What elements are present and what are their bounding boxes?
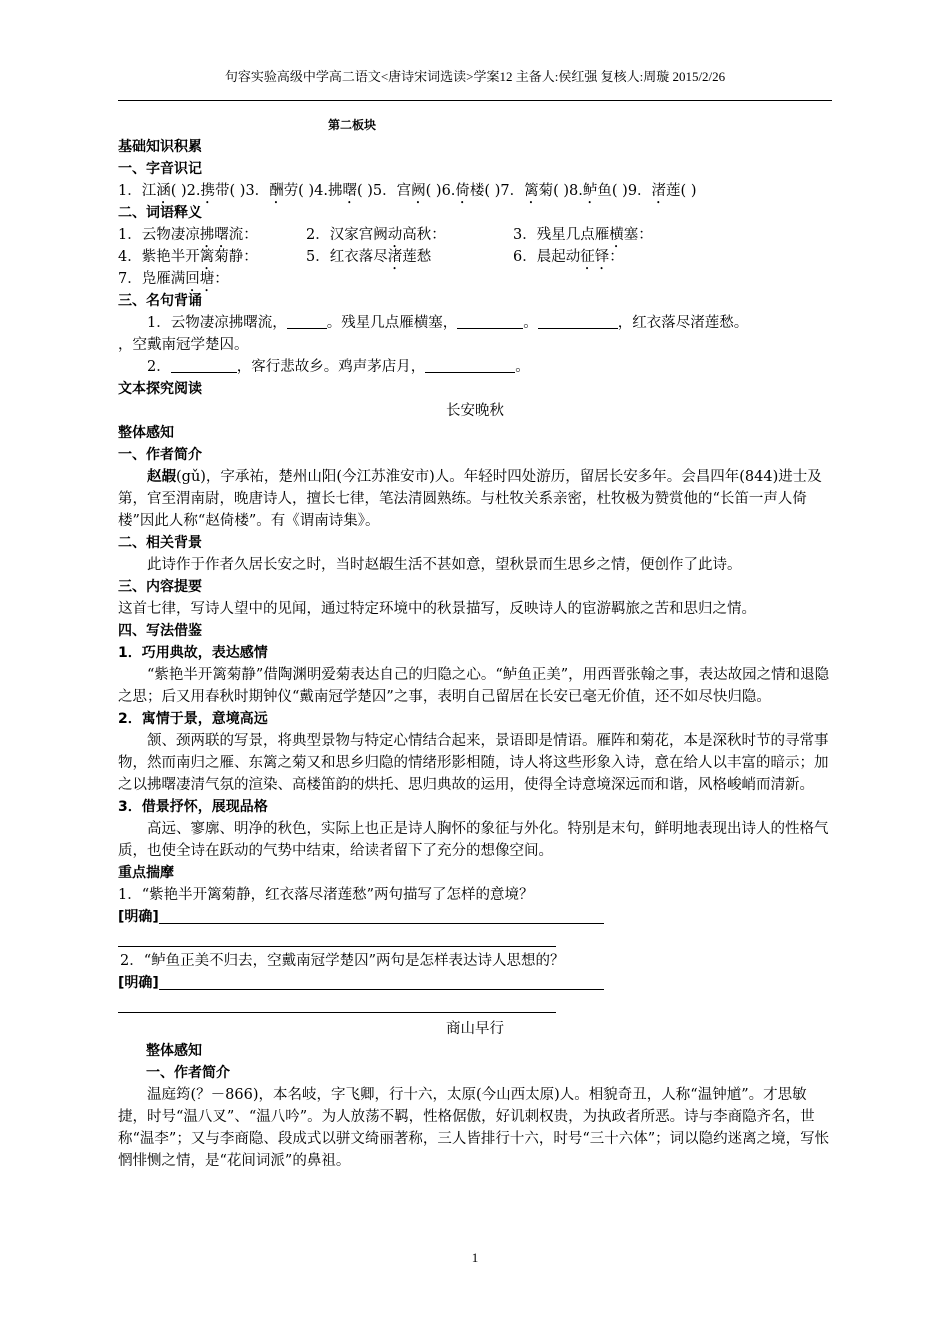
method-2-text: 颔、颈两联的写景，将典型景物与特定心情结合起来，景语即是情语。雁阵和菊花，本是深秋时节的寻常事物，然而南归之雁、东篱之菊又和思乡归隐的情绪形影相随，诗人将这些形象入诗，意在给人以丰富的暗示；加之以拂曙凄清气氛的渲染、高楼笛韵的烘托、思归典故的运用，使得全诗意境深远而和谐，风格峻峭而清新。: [118, 733, 829, 793]
ci-term-dotted-char: 篱: [199, 249, 215, 265]
ci-term-prefix: 6．晨起动: [513, 249, 581, 265]
author-name: 赵嘏: [147, 468, 176, 485]
poem2-author-text: [118, 1084, 832, 1172]
zi-item-suffix: 楼( ): [469, 183, 501, 199]
poem1-author-text: [118, 466, 832, 532]
ming-line-2: [118, 356, 832, 378]
ci-term-dotted-char: 拂曙: [199, 227, 229, 243]
ci-title: 二、词语释义: [118, 205, 202, 221]
fill-blank[interactable]: [538, 314, 618, 329]
zi-item-prefix: 6.: [441, 183, 456, 199]
section-reading-title: 文本探究阅读: [118, 381, 202, 397]
zi-item-dotted-char: 倚: [455, 183, 470, 199]
zi-item: [442, 183, 501, 199]
zi-item-prefix: 3．: [245, 183, 270, 199]
poem1-method-title: 四、写法借鉴: [118, 623, 202, 639]
zi-item: [187, 183, 246, 199]
question-2: 2．“鲈鱼正美不归去，空戴南冠学楚囚”两句是怎样表达诗人思想的？: [120, 953, 565, 969]
header-rule: [118, 100, 832, 101]
ci-term-suffix: 莲愁: [402, 249, 432, 265]
ci-term: [306, 227, 446, 243]
zi-item: [628, 183, 697, 199]
author-name: 温庭筠: [147, 1087, 191, 1103]
ci-term-suffix: 流：: [228, 227, 258, 243]
zi-item-suffix: 莲( ): [666, 183, 697, 199]
ci-row-1: [118, 224, 832, 246]
poem1-whole-title: 整体感知: [118, 425, 174, 441]
zi-item-prefix: 7．: [500, 183, 525, 199]
ming-text: 。: [523, 315, 538, 331]
zi-item-suffix: ( ): [356, 183, 373, 199]
poem1-content-text: 这首七律，写诗人望中的见闻，通过特定环境中的秋景描写，反映诗人的宦游羁旅之苦和思归之情。: [118, 601, 756, 617]
ci-term-dotted-char: 回塘: [185, 271, 215, 287]
method-3-title: 3．借景抒怀，展现品格: [118, 799, 268, 815]
zi-item-prefix: 2.: [186, 183, 201, 199]
ci-term-suffix: ：: [214, 271, 229, 287]
zi-item-dotted-char: 酬: [269, 183, 284, 199]
zi-item: [245, 183, 314, 199]
answer-blank[interactable]: [159, 908, 604, 924]
ci-term-suffix: 塞：: [623, 227, 653, 243]
ci-term: [118, 249, 258, 265]
question-1: 1．“紫艳半开篱菊静，红衣落尽渚莲愁”两句描写了怎样的意境？: [118, 887, 534, 903]
ci-term: [118, 271, 229, 287]
zi-item-dotted-char: 渚: [651, 183, 667, 199]
zi-item: [569, 183, 628, 199]
ci-row-2: [118, 246, 832, 268]
poem2-title: 商山早行: [446, 1021, 504, 1037]
zi-item-prefix: 4.拂: [314, 183, 343, 199]
ming-text: 2．: [147, 359, 171, 375]
method-1-title: 1．巧用典故，表达感情: [118, 645, 268, 661]
zi-item-dotted-char: 携: [200, 183, 216, 199]
poem1-bg-title: 二、相关背景: [118, 535, 202, 551]
ci-term-prefix: 4．紫艳半开: [118, 249, 200, 265]
ci-term-dotted-char: 动: [387, 227, 403, 243]
ming-line-1b: [118, 334, 832, 356]
fill-blank[interactable]: [171, 358, 237, 373]
zi-item: [500, 183, 569, 199]
author-bio: (gǔ)，字承祐，楚州山阳(今江苏淮安市)人。年轻时四处游历，留居长安多年。会昌四年(844)进士及第，官至渭南尉，晚唐诗人，擅长七律，笔法清圆熟练。与杜牧关系亲密，杜牧极为赞赏他的“长笛一声人倚楼”因此人称“赵倚楼”。有《谓南诗集》。: [118, 469, 822, 529]
zi-item-prefix: 8.: [569, 183, 583, 199]
zi-item-dotted-char: 曙: [342, 183, 357, 199]
poem1-content-title: 三、内容提要: [118, 579, 202, 595]
zi-item-dotted-char: 篱: [524, 183, 539, 199]
zi-item-suffix: ( ): [170, 183, 187, 199]
ming-text: 。: [515, 359, 530, 375]
block-title: 第二板块: [328, 118, 377, 132]
zi-item-suffix: 劳( ): [283, 183, 315, 199]
zi-item-suffix: ( ): [425, 183, 442, 199]
page-number: 1: [471, 1250, 479, 1265]
zi-item-suffix: 鱼( ): [597, 183, 628, 199]
ci-term-prefix: 1．云物凄凉: [118, 227, 200, 243]
ming-text: 。残星几点雁横塞，: [326, 315, 458, 331]
zi-item-suffix: 菊( ): [538, 183, 570, 199]
poem1-bg-text: 此诗作于作者久居长安之时，当时赵嘏生活不甚如意，望秋景而生思乡之情，便创作了此诗。: [147, 557, 742, 573]
zi-item: [314, 183, 373, 199]
ming-text: ，客行悲故乡。鸡声茅店月，: [236, 359, 426, 375]
ci-term-dotted-char: 征铎: [580, 249, 610, 265]
ci-item: [306, 246, 513, 273]
page-header: 句容实验高级中学高二语文<唐诗宋词选读>学案12 主备人:侯红强 复核人:周璇 2015/2/26: [224, 69, 726, 84]
answer-blank[interactable]: [159, 974, 604, 990]
ci-term-suffix: 高秋：: [402, 227, 446, 243]
poem1-author-title: 一、作者简介: [118, 447, 202, 463]
zi-item: [373, 183, 442, 199]
zi-item: [118, 183, 187, 199]
zi-items-line: [118, 180, 832, 202]
answer-label: [明确]: [118, 909, 159, 925]
method-3-text: 高远、寥廓、明净的秋色，实际上也正是诗人胸怀的象征与外化。特别是末句，鲜明地表现出诗人的性格气质，也使全诗在跃动的气势中结束，给读者留下了充分的想像空间。: [118, 821, 829, 859]
answer-1-line-2[interactable]: [118, 928, 832, 950]
document-body: [118, 114, 832, 1172]
fill-blank[interactable]: [425, 358, 515, 373]
focus-title: 重点揣摩: [118, 865, 174, 881]
ci-term-suffix: ：: [609, 249, 624, 265]
ci-term: [306, 249, 431, 265]
zi-item-dotted-char: 阙: [411, 183, 426, 199]
method-2-title: 2．寓情于景，意境高远: [118, 711, 268, 727]
ci-term-suffix: 菊静：: [214, 249, 258, 265]
answer-label: [明确]: [118, 975, 159, 991]
poem2-whole-title: 整体感知: [146, 1043, 202, 1059]
fill-blank[interactable]: [457, 314, 523, 329]
method-1-text: “紫艳半开篱菊静”借陶渊明爱菊表达自己的归隐之心。“鲈鱼正美”，用西晋张翰之事，表达故园之情和退隐之思；后又用春秋时期钟仪“戴南冠学楚囚”之事，表明自己留居在长安已毫无价值，还不如尽快归隐。: [118, 667, 830, 705]
ming-text: ，空戴南冠学楚囚。: [118, 337, 249, 353]
zi-item-dotted-char: 鲈: [582, 183, 598, 199]
zi-item-suffix: 带( ): [215, 183, 246, 199]
ci-term-prefix: 7．凫雁满: [118, 271, 186, 287]
zi-item-prefix: 5．宫: [372, 183, 412, 199]
author-bio: (？－866)，本名岐，字飞卿，行十六，太原(今山西太原)人。相貌奇丑，人称“温钟馗”。才思敏捷，时号“温八叉”、“温八吟”。为人放荡不羁，性格倨傲，好讥刺权贵，为执政者所恶。诗与李商隐齐名，世称“温李”；又与李商隐、段成式以骈文绮丽著称，三人皆排行十六，时号“三十六体”；词以隐约迷离之境，写怅惘悱恻之情，是“花间词派”的鼻祖。: [118, 1087, 830, 1169]
ci-term-prefix: 5．红衣落尽: [306, 249, 388, 265]
zi-item-prefix: 9．: [627, 183, 652, 199]
ming-title: 三、名句背诵: [118, 293, 202, 309]
ci-item: [513, 246, 624, 273]
ming-text: 1．云物凄凉拂曙流，: [147, 315, 287, 331]
answer-1-line: [118, 906, 832, 928]
ci-term-prefix: 3．残星几点雁: [513, 227, 610, 243]
poem1-title: 长安晚秋: [446, 403, 504, 419]
ming-text: ，红衣落尽渚莲愁。: [617, 315, 749, 331]
ci-term: [118, 227, 258, 243]
answer-2-line: [118, 972, 832, 994]
answer-2-line-2[interactable]: [118, 994, 832, 1016]
fill-blank[interactable]: [287, 314, 327, 329]
ci-term-prefix: 2．汉家宫阙: [306, 227, 388, 243]
section-basic-title: 基础知识积累: [118, 139, 202, 155]
ci-term: [513, 227, 653, 243]
ci-term-dotted-char: 渚: [387, 249, 403, 265]
ci-term: [513, 249, 624, 265]
zi-item-dotted-char: 涵: [156, 183, 171, 199]
zi-title: 一、字音识记: [118, 161, 202, 177]
ci-term-dotted-char: 横: [609, 227, 624, 243]
zi-item-prefix: 1．江: [118, 183, 157, 199]
poem2-author-title: 一、作者简介: [146, 1065, 230, 1081]
ming-line-1: [118, 312, 832, 334]
